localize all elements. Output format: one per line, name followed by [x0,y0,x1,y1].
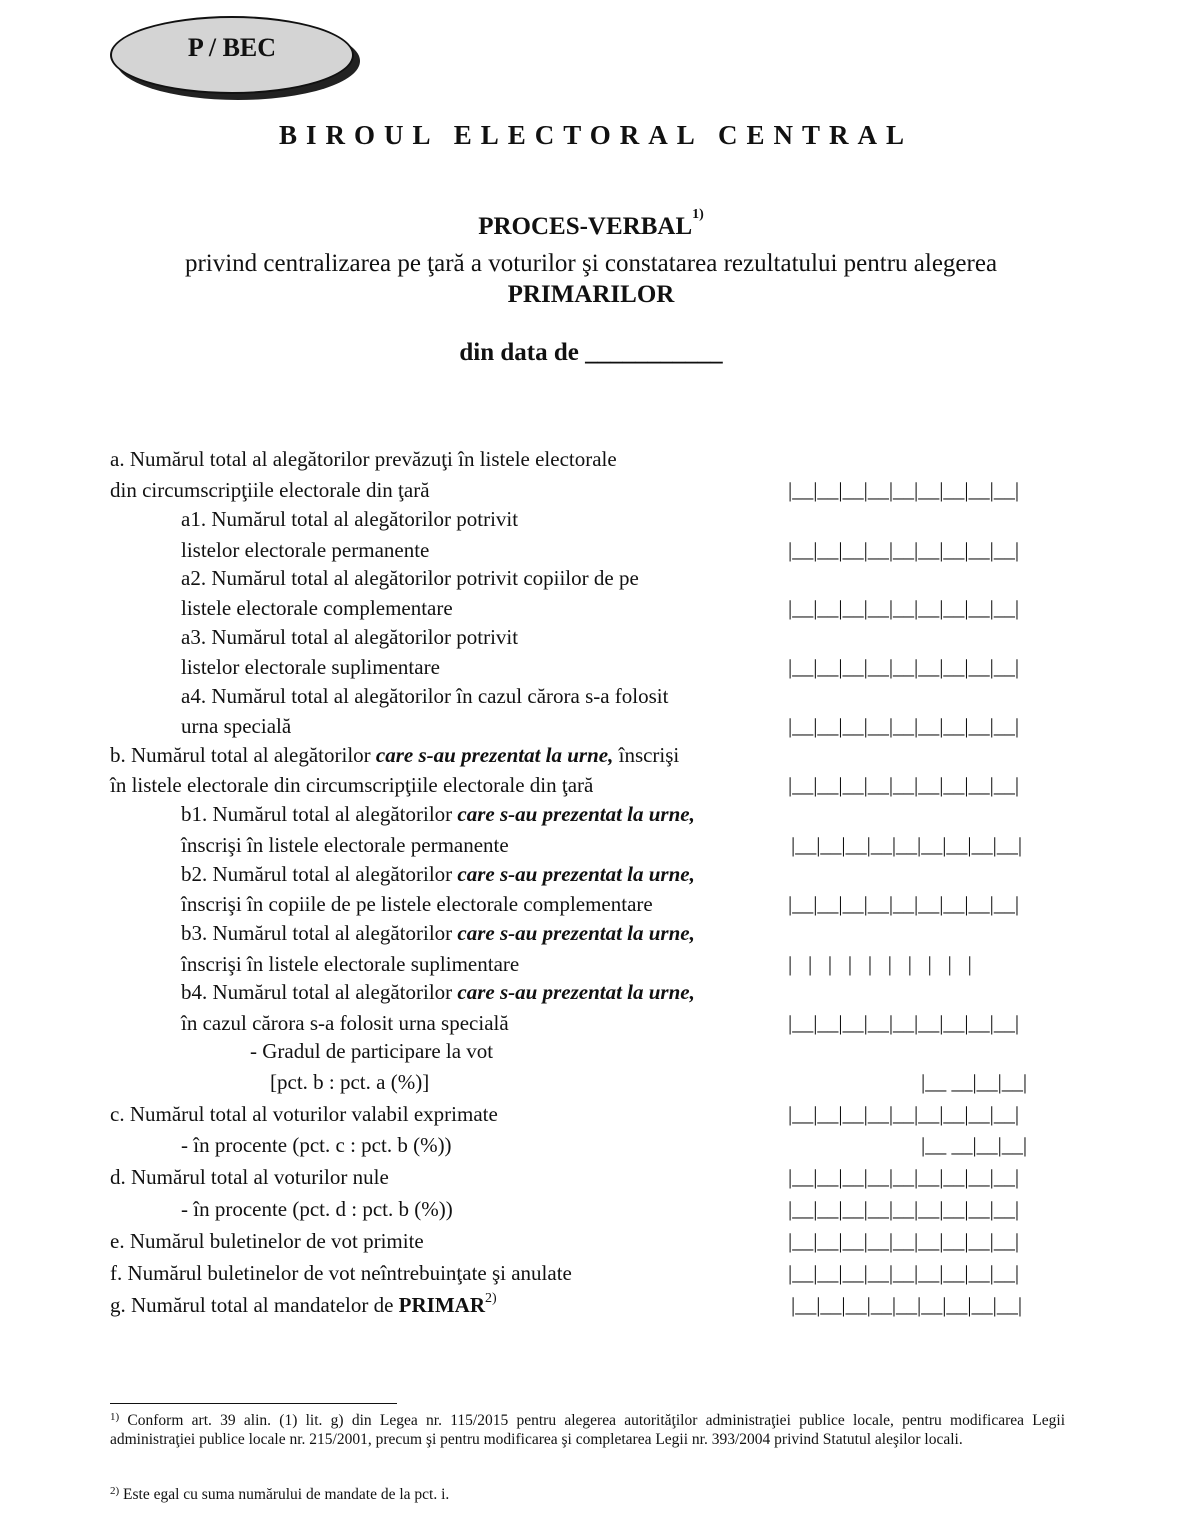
footnote-1 [110,1411,1065,1449]
row-b3-line2: înscrişi în listele electorale suplimentare [181,952,520,976]
row-f: f. Numărul buletinelor de vot neîntrebuinţate şi anulate [110,1261,572,1285]
turnout-label: - Gradul de participare la vot [250,1039,494,1063]
document-title-text: PROCES-VERBAL [478,213,693,240]
field-a2[interactable]: |__|__|__|__|__|__|__|__|__| [788,596,1020,620]
document-title [0,207,1182,241]
row-e: e. Numărul buletinelor de vot primite [110,1229,424,1253]
row-b2-line1 [181,861,695,887]
footnote-2 [110,1485,1065,1504]
row-d-line2: - în procente (pct. d : pct. b (%)) [181,1197,453,1221]
row-b4-emphasis: care s-au prezentat la urne, [457,980,695,1004]
row-g-emphasis: PRIMAR [398,1293,485,1317]
row-b-emphasis: care s-au prezentat la urne, [375,743,614,767]
row-a1-line1: a1. Numărul total al alegătorilor potrivit [181,507,519,531]
field-b2[interactable]: |__|__|__|__|__|__|__|__|__| [788,892,1020,916]
row-b4-line1 [181,979,695,1005]
turnout-formula: [pct. b : pct. a (%)] [270,1070,430,1094]
row-c-line1: c. Numărul total al voturilor valabil exprimate [110,1102,498,1126]
field-b[interactable]: |__|__|__|__|__|__|__|__|__| [788,773,1020,797]
form-code-badge [110,16,354,94]
row-b1-emphasis: care s-au prezentat la urne, [457,802,695,826]
field-b4[interactable]: |__|__|__|__|__|__|__|__|__| [788,1011,1020,1035]
row-a4-line1: a4. Numărul total al alegătorilor în cazul cărora s-a folosit [181,684,669,708]
row-c-line2: - în procente (pct. c : pct. b (%)) [181,1133,452,1157]
field-a4[interactable]: |__|__|__|__|__|__|__|__|__| [788,714,1020,738]
field-c-percent[interactable]: |__ __|__|__| [921,1133,1028,1157]
row-b3-text: b3. Numărul total al alegătorilor [181,921,458,945]
row-a3-line2: listelor electorale suplimentare [181,655,440,679]
row-b1-text: b1. Numărul total al alegătorilor [181,802,458,826]
row-b2-emphasis: care s-au prezentat la urne, [457,862,695,886]
field-a1[interactable]: |__|__|__|__|__|__|__|__|__| [788,538,1020,562]
footnote-ref-1: 1) [692,207,704,222]
row-b4-text: b4. Numărul total al alegătorilor [181,980,458,1004]
field-a[interactable]: |__|__|__|__|__|__|__|__|__| [788,478,1020,502]
field-e[interactable]: |__|__|__|__|__|__|__|__|__| [788,1229,1020,1253]
row-a4-line2: urna specială [181,714,292,738]
footnote-2-marker: 2) [110,1485,120,1497]
row-b3-emphasis: care s-au prezentat la urne, [457,921,695,945]
row-b1-line1 [181,801,695,827]
row-b-line1 [110,742,679,768]
field-c[interactable]: |__|__|__|__|__|__|__|__|__| [788,1102,1020,1126]
row-b1-line2: înscrişi în listele electorale permanente [181,833,509,857]
row-b4-line2: în cazul cărora s-a folosit urna specială [181,1011,509,1035]
row-a2-line1: a2. Numărul total al alegătorilor potrivit copiilor de pe [181,566,639,590]
field-d-percent[interactable]: |__|__|__|__|__|__|__|__|__| [788,1197,1020,1221]
footnote-ref-2: 2) [485,1291,497,1306]
row-a3-line1: a3. Numărul total al alegătorilor potrivit [181,625,519,649]
election-target: PRIMARILOR [507,281,675,308]
row-b3-line1 [181,920,695,946]
field-f[interactable]: |__|__|__|__|__|__|__|__|__| [788,1261,1020,1285]
footnote-separator [110,1403,397,1404]
row-a2-line2: listele electorale complementare [181,596,453,620]
row-g [110,1292,497,1318]
row-g-text: g. Numărul total al mandatelor de [110,1293,399,1317]
form-code-label: P / BEC [187,33,277,62]
row-a-line1: a. Numărul total al alegătorilor prevăzuţi în listele electorale [110,447,617,471]
footnote-1-marker: 1) [110,1411,120,1423]
field-b1[interactable]: |__|__|__|__|__|__|__|__|__| [791,833,1023,857]
institution-heading: BIROUL ELECTORAL CENTRAL [278,120,914,150]
row-d-line1: d. Numărul total al voturilor nule [110,1165,389,1189]
field-a3[interactable]: |__|__|__|__|__|__|__|__|__| [788,655,1020,679]
row-b-text-end: înscrişi [613,743,680,767]
field-b3[interactable]: | | | | | | | | | | [788,952,972,976]
footnote-2-text: Este egal cu suma numărului de mandate de la pct. i. [119,1486,450,1503]
document-date: din data de ___________ [459,339,723,366]
field-turnout[interactable]: |__ __|__|__| [921,1070,1028,1094]
row-b-line2: în listele electorale din circumscripţiile electorale din ţară [110,773,594,797]
row-b-text: b. Numărul total al alegătorilor [110,743,376,767]
field-g[interactable]: |__|__|__|__|__|__|__|__|__| [791,1293,1023,1317]
document-subtitle: privind centralizarea pe ţară a voturilor şi constatarea rezultatului pentru alegerea [184,250,998,277]
footnote-1-text: Conform art. 39 alin. (1) lit. g) din Legea nr. 115/2015 pentru alegerea autorităţilor administraţiei publice locale, pentru modificarea Legii administraţiei publice locale nr. 215/2001, precum şi pentru modificarea şi completarea Legii nr. 393/2004 privind Statutul aleşilor locali. [110,1412,1065,1448]
row-b2-line2: înscrişi în copiile de pe listele electorale complementare [181,892,653,916]
row-a-line2: din circumscripţiile electorale din ţară [110,478,430,502]
row-a1-line2: listelor electorale permanente [181,538,430,562]
row-b2-text: b2. Numărul total al alegătorilor [181,862,458,886]
field-d[interactable]: |__|__|__|__|__|__|__|__|__| [788,1165,1020,1189]
